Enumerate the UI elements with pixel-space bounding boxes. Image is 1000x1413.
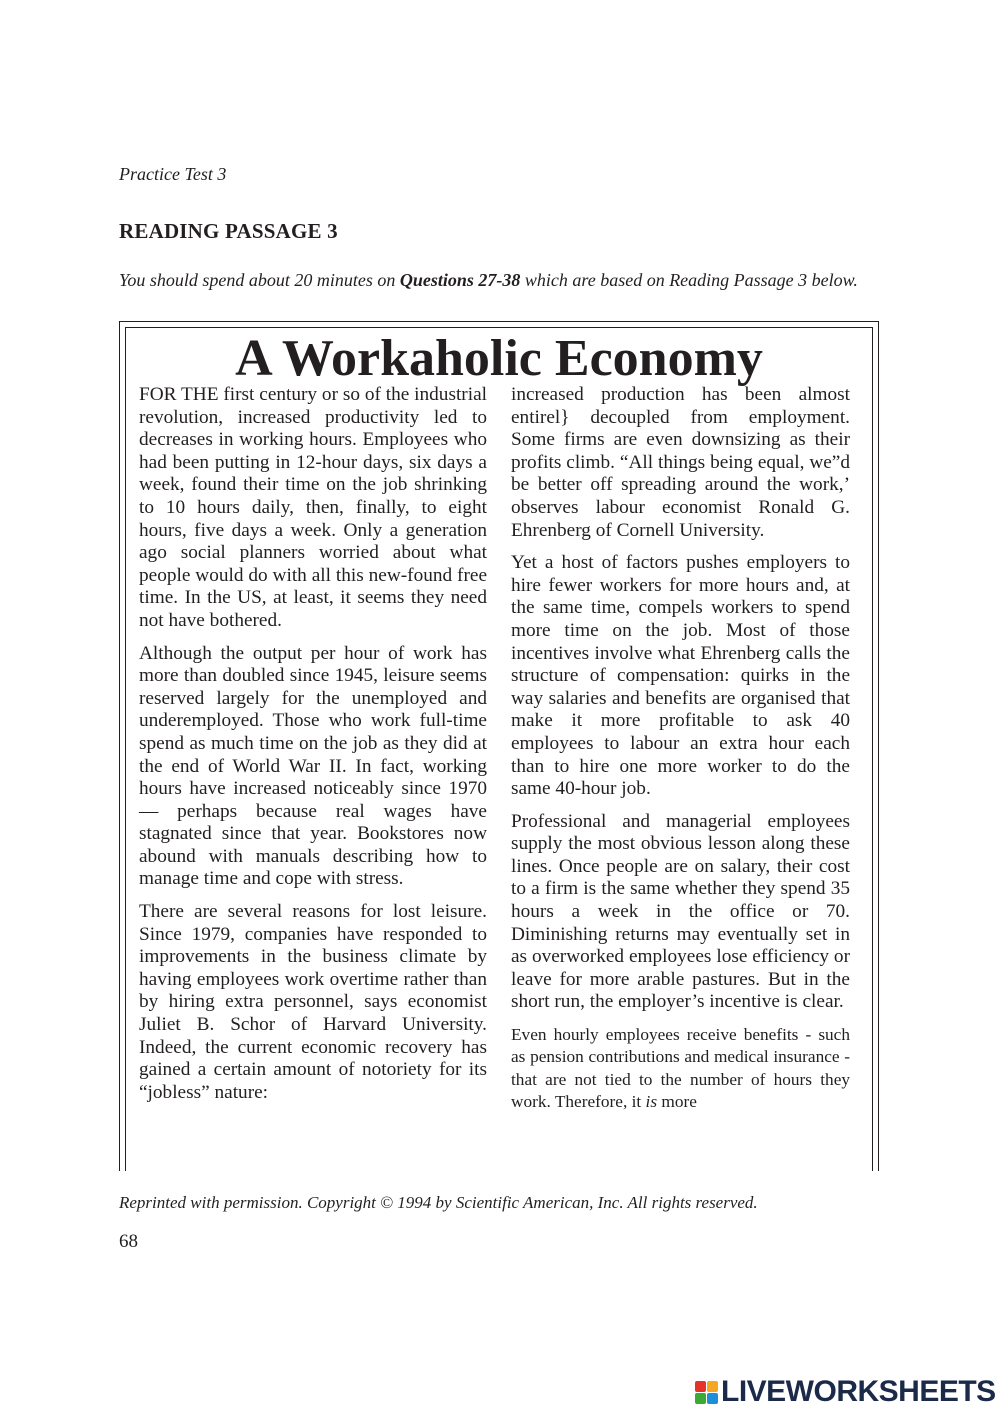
article-left-column [139, 384, 487, 1114]
logo-square-blue [707, 1393, 718, 1404]
liveworksheets-logo [695, 1377, 996, 1407]
last-paragraph-text-end: more [657, 1092, 697, 1112]
brand-logo-icon [695, 1381, 718, 1404]
article-paragraph: Yet a host of factors pushes employers to hire fewer workers for more hours and, at the same time, compels workers to spend more time on the job. Most of those incentives involve what Ehrenberg calls the structure of compensation: quirks in the way salaries and benefits are organised that make it more profitable to ask 40 employees to labour an extra hour each than to hire one more worker to do the same 40-hour job. [511, 552, 850, 800]
instructions [119, 269, 879, 291]
instructions-questions-range: Questions 27-38 [399, 270, 521, 290]
page-number: 68 [119, 1231, 138, 1252]
article-right-column [511, 384, 850, 1124]
instructions-text-start: You should spend about 20 minutes on [119, 270, 400, 290]
article-paragraph: There are several reasons for lost leisure. Since 1979, companies have responded to improvements in the business climate by having employees work overtime rather than by hiring extra personnel, says economist Juliet B. Schor of Harvard University. Indeed, the current economic recovery has gained a certain amount of notoriety for its “jobless” nature: [139, 901, 487, 1103]
passage-heading: READING PASSAGE 3 [119, 219, 338, 243]
logo-square-red [695, 1381, 706, 1392]
running-header: Practice Test 3 [119, 164, 227, 184]
logo-square-green [695, 1393, 706, 1404]
article-paragraph: Professional and managerial employees supply the most obvious lesson along these lines. Once people are on salary, their cost to a firm is the same whether they spend 35 hours a week in the office or 70. Diminishing returns may eventually set in as overworked employees lose efficiency or leave for more arable pastures. But in the short run, the employer’s incentive is clear. [511, 810, 850, 1013]
logo-square-orange [707, 1381, 718, 1392]
article-paragraph: Although the output per hour of work has more than doubled since 1945, leisure seems reserved largely for the unemployed and underemployed. Those who work full-time spend as much time on the job as they did at the end of World War II. In fact, working hours have increased noticeably since 1970 — perhaps because real wages have stagnated since that year. Bookstores now abound with manuals describing how to manage time and cope with stress. [139, 642, 487, 890]
article-paragraph: FOR THE first century or so of the industrial revolution, increased productivity led to decreases in working hours. Employees who had been putting in 12-hour days, six days a week, found their time on the job shrinking to 10 hours daily, then, finally, to eight hours, five days a week. Only a generation ago social planners worried about what people would do with all this new-found free time. In the US, at least, it seems they need not have bothered. [139, 384, 487, 631]
instructions-text-end: which are based on Reading Passage 3 below. [520, 270, 858, 290]
article-paragraph: increased production has been almost entirel} decoupled from employment. Some firms are even downsizing as their profits climb. “All things being equal, we”d be better off spreading around the work,’ observes labour economist Ronald G. Ehrenberg of Cornell University. [511, 384, 850, 541]
last-paragraph-text-start: Even hourly employees receive benefits - such as pension contributions and medical insurance - that are not tied to the number of hours they work. Therefore, it [511, 1025, 850, 1112]
article-title: A Workaholic Economy [235, 330, 763, 387]
brand-name: LIVEWORKSHEETS [721, 1375, 996, 1408]
article-paragraph-last [511, 1024, 850, 1114]
copyright-notice: Reprinted with permission. Copyright © 1994 by Scientific American, Inc. All rights reserved. [119, 1193, 758, 1212]
last-paragraph-italic-word: is [645, 1092, 658, 1112]
